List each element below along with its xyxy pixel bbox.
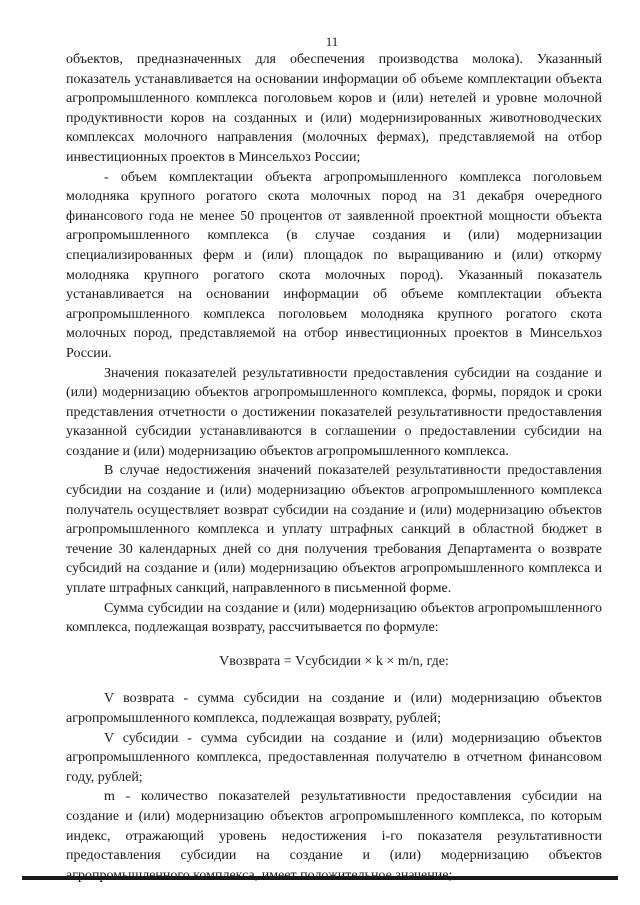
definition-v-subsidy: V субсидии - сумма субсидии на создание и (или) модернизацию объектов агропромышленного комплекса, предоставленная получателю в отчетном финансовом году, рублей; — [66, 730, 602, 785]
paragraph-5: Сумма субсидии на создание и (или) модернизацию объектов агропромышленного комплекса, подлежащая возврату, рассчитывается по формуле: — [66, 600, 602, 636]
scan-edge-bar — [22, 876, 618, 880]
definition-v-return: V возврата - сумма субсидии на создание и (или) модернизацию объектов агропромышленного комплекса, подлежащая возврату, рублей; — [66, 691, 602, 726]
formula: Vвозврата = Vсубсидии × k × m/n, где: — [219, 653, 449, 669]
page-number: 11 — [325, 34, 339, 49]
paragraph-2: - объем комплектации объекта агропромышленного комплекса поголовьем молодняка крупного рогатого скота молочных пород на 31 декабря очередного финансового года не менее 50 процентов от заявленной проектной мощности объекта агропромышленного комплекса (в случае создания и (или) модернизации специализированных ферм и (или) площадок по выращиванию и (или) откорму молодняка крупного рогатого скота молочных пород). Указанный показатель устанавливается на основании информации об объеме комплектации объекта агропромышленного комплекса поголовьем молодняка крупного рогатого скота молочных пород, представляемой на отбор инвестиционных проектов в Минсельхоз России. — [66, 169, 602, 361]
paragraph-1: объектов, предназначенных для обеспечения производства молока). Указанный показатель устанавливается на основании информации об объеме комплектации объекта агропромышленного комплекса поголовьем коров и (или) нетелей и уровне молочной продуктивности коров на созданных и (или) модернизированных животноводческих комплексах молочного направления (молочных фермах), представляемой на отбор инвестиционных проектов в Минсельхоз России; — [66, 52, 602, 165]
paragraph-3: Значения показателей результативности предоставления субсидии на создание и (или) модернизацию объектов агропромышленного комплекса, формы, порядок и сроки представления отчетности о достижении показателей результативности предоставления указанной субсидии устанавливаются в соглашении о предоставлении субсидии на создание и (или) модернизацию объектов агропромышленного комплекса. — [66, 365, 602, 459]
definition-m: m - количество показателей результативности предоставления субсидии на создание и (или) модернизацию объектов агропромышленного комплекса, по которым индекс, отражающий уровень недостижения i-го показателя результативности предоставления субсидии на создание и (или) модернизацию объектов — [66, 789, 602, 864]
document-body — [66, 50, 602, 885]
paragraph-4: В случае недостижения значений показателей результативности предоставления субсидии на создание и (или) модернизацию объектов агропромышленного комплекса получатель осуществляет возврат субсидии на создание и (или) модернизацию объектов агропромышленного комплекса и уплату штрафных санкций в областной бюджет в течение 30 календарных дней со дня получения требования Департамента о возврате субсидий на создание и (или) модернизацию объектов агропромышленного комплекса и уплате штрафных санкций, направленного в письменной форме. — [66, 463, 602, 597]
